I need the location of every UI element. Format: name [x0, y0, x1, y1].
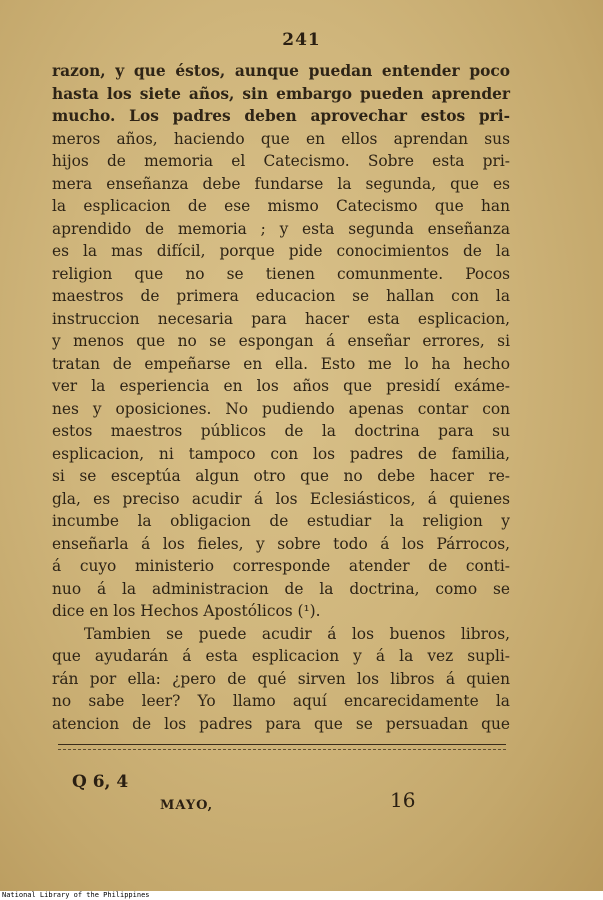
bottom-rule-dashed [58, 749, 506, 750]
text-line: nes y oposiciones. No pudiendo apenas contar con [52, 399, 510, 418]
text-line: si se esceptúa algun otro que no debe hacer re- [52, 467, 510, 485]
text-line: mucho. Los padres deben aprovechar estos pri- [52, 107, 510, 125]
text-line: esplicacion, ni tampoco con los padres de familia, [52, 444, 510, 463]
text-line: y menos que no se espongan á enseñar errores, si [52, 332, 510, 350]
text-line: la esplicacion de ese mismo Catecismo que han [52, 197, 510, 215]
text-line: Tambien se puede acudir á los buenos libros, [84, 624, 510, 643]
text-line: mera enseñanza debe fundarse la segunda, que es [52, 174, 510, 193]
text-line: ver la esperiencia en los años que presidí exáme- [52, 377, 510, 395]
text-line: aprendido de memoria ; y esta segunda enseñanza [52, 219, 510, 238]
text-line: rán por ella: ¿pero de qué sirven los libros á quien [52, 669, 510, 688]
text-line: incumbe la obligacion de estudiar la religion y [52, 512, 510, 530]
text-line: maestros de primera educacion se hallan con la [52, 287, 510, 305]
text-line: hijos de memoria el Catecismo. Sobre esta pri- [52, 152, 510, 170]
text-line: tratan de empeñarse en ella. Esto me lo ha hecho [52, 354, 510, 373]
text-line: razon, y que éstos, aunque puedan entender poco [52, 62, 510, 80]
text-line: hasta los siete años, sin embargo pueden aprender [52, 84, 510, 103]
signature-date-mark: MAYO, [160, 798, 214, 813]
text-line: gla, es preciso acudir á los Eclesiásticos, á quienes [52, 489, 510, 508]
library-credit: National Library of the Philippines [2, 891, 150, 899]
text-line: enseñarla á los fieles, y sobre todo á los Párrocos, [52, 534, 510, 553]
text-line: instruccion necesaria para hacer esta esplicacion, [52, 309, 510, 328]
scan-footer [0, 891, 603, 900]
text-line: no sabe leer? Yo llamo aquí encarecidamente la [52, 692, 510, 710]
text-line: es la mas difícil, porque pide conocimientos de la [52, 242, 510, 260]
text-line: meros años, haciendo que en ellos aprendan sus [52, 129, 510, 148]
signature-number: 16 [390, 788, 416, 812]
text-line: religion que no se tienen comunmente. Pocos [52, 264, 510, 283]
text-line: atencion de los padres para que se persuadan que [52, 714, 510, 733]
signature-mark: Q 6, 4 [72, 772, 129, 792]
page-number: 241 [282, 30, 321, 50]
text-line: que ayudarán á esta esplicacion y á la vez supli- [52, 647, 510, 665]
text-line: á cuyo ministerio corresponde atender de conti- [52, 557, 510, 575]
text-line: nuo á la administracion de la doctrina, como se [52, 579, 510, 598]
bottom-rule [58, 744, 506, 745]
text-line: dice en los Hechos Apostólicos (¹). [52, 602, 321, 620]
text-line: estos maestros públicos de la doctrina para su [52, 422, 510, 440]
body-text [52, 60, 510, 735]
